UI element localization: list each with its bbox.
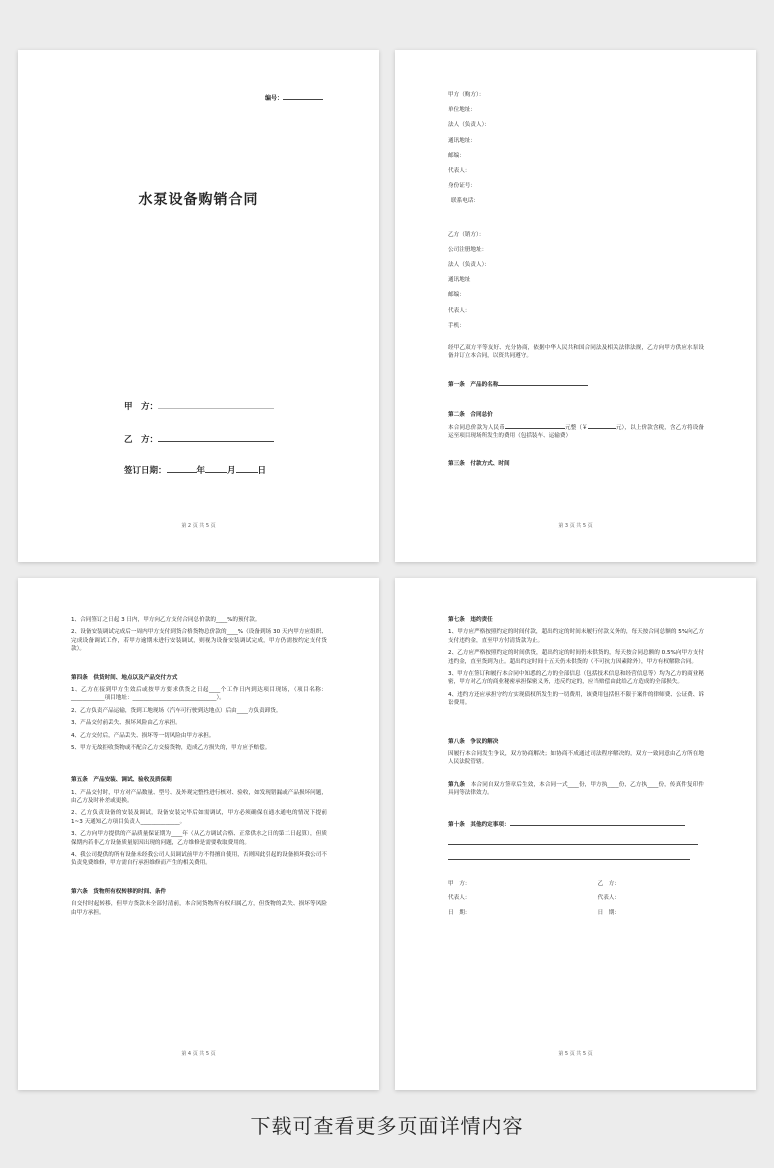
page-body [448,616,704,917]
page-body [448,88,704,473]
year-label: 年 [196,466,206,476]
party-a-fields [448,88,704,210]
article-2-title: 第二条 合同总价 [448,412,493,419]
day-blank [236,464,258,473]
payment-clause-2: 2、设备安装调试完成后一周内甲方支付到货合格货物总价款的____%（设备到场 30 天内甲方应组织、完成设备调试工作，若甲方逾期未进行安装调试，则视为设备安装调试完成，甲方仍需按约定支付货款）。 [71,629,327,653]
article-6-clause: 自交付时起转移，但甲方货款未全部付清前，本合同货物所有权归属乙方，但货物的丢失、损坏等风险由甲方承担。 [71,901,327,916]
party-a-blank [158,400,274,409]
article-8-clause: 因履行本合同发生争议，双方协商解决；如协商不成通过司法程序解决的，双方一致同意由乙方所在地人民法院管辖。 [448,750,704,766]
party-a-field: 身份证号： [448,183,476,190]
sign-party-b-label: 乙 方： [597,880,620,887]
party-b-field: 通讯地址 [448,277,471,284]
sign-date-a-label: 日 期： [448,909,471,916]
article-4-title: 第四条 供货时间、地点以及产品交付方式 [71,674,178,681]
terms-page-2 [395,578,756,1090]
article-2-text: 本合同总价款为人民币 元整（￥ 元），以上价款含税，含乙方将设备运至项目现场所发生的费用（包括装车、运输费） [448,424,704,439]
article-3-title: 第三条 付款方式、时间 [448,461,510,468]
sign-party-a-label: 甲 方： [448,880,471,887]
article-7-clause: 1、甲方应严格按照约定的时间付款，超出约定的时间未履行付款义务的，每天按合同总额的 5%向乙方支付违约金，直至甲方付清货款为止。 [448,629,704,644]
party-b-blank [158,433,274,442]
article-5-clause: 4、我公司提供的所有设备未经我公司人员调试前甲方不得擅自使用，否则因此引起的设备损坏我公司不负责免费维修，甲方需自行承担维修而产生的相关费用。 [71,852,327,867]
party-b-field: 邮编： [448,292,465,299]
document-number-blank [283,99,323,100]
page-body [71,616,327,921]
party-b-label: 乙 方： [124,435,159,445]
document-number [265,94,323,103]
day-label: 日 [257,466,267,476]
article-5-clause: 1、产品交付时，甲方对产品数量、型号、及外观完整性进行核对、验收，如发现错漏或产品损坏问题，由乙方及时补差或更换。 [71,789,327,805]
party-a-field: 单位地址： [448,107,476,114]
signature-block [448,880,704,917]
party-b-field: 公司注册地址： [448,246,488,253]
article-4-clause: 1、乙方在接到甲方生效后或按甲方要求供货之日起____个工作日内到达项目现场，（项目名称：____________项目地址：______________________________）。 [71,686,327,702]
party-a-field: 联系电话： [451,198,479,205]
party-b-line [124,433,274,447]
article-4-clause: 4、乙方交付后，产品丢失、损坏等一切风险由甲方承担。 [71,732,215,739]
article-7-clause: 3、甲方在签订和履行本合同中知悉的乙方的全部信息（包括技术信息和经营信息等）均为乙方的商业秘密，甲方对乙方的商业秘密承担保密义务，违反约定的，应当赔偿由此给乙方造成的全部损失。 [448,670,704,686]
party-a-field: 法人（负责人）： [448,122,490,129]
article-4-clause: 5、甲方无故拒收货物或不配合乙方交接货物，造成乙方损失的，甲方应予赔偿。 [71,744,271,751]
sign-date-label: 签订日期： [124,466,167,476]
article-6-title: 第六条 货物所有权转移的时间、条件 [71,888,167,895]
page-footer: 第 4 页 共 5 页 [181,1050,216,1057]
party-a-field: 甲方（购方）： [448,92,485,98]
article-7-clause: 4、违约方还应承担守约方实现债权所发生的一切费用，该费用包括但不限于案件的律师费、公证费、诉讼费用。 [448,691,704,707]
page-footer: 第 3 页 共 5 页 [558,522,593,529]
party-b-field: 代表人： [448,307,471,314]
article-5-clause: 3、乙方向甲方提供的产品质量保证期为____年（从乙方调试合格、正常供水之日的第二日起算），但质保期内若非乙方设备质量原因出现的问题，乙方维修是需要收取费用的。 [71,831,327,846]
payment-clause-1: 1、合同签订之日起 3 日内，甲方向乙方支付合同总价款的____%的预付款。 [71,617,261,623]
party-b-field: 法人（负责人）： [448,262,490,269]
party-b-fields [448,228,704,334]
party-a-field: 代表人： [448,168,471,175]
cover-page [18,50,379,562]
download-caption: 下载可查看更多页面详情内容 [250,1114,524,1138]
document-number-label: 编号： [264,95,283,102]
article-7-clause: 2、乙方应严格按照约定的时间供货，超出约定的时间仍未供货的，每天按合同总额的 0.5%向甲方支付违约金，直至货到为止。超出约定时间十五天仍未供货的（不可抗力因素除外），甲方有权解除合同。 [448,650,704,665]
page-footer: 第 2 页 共 5 页 [181,522,216,529]
article-10-title: 第十条 其他约定事项： [448,821,704,829]
terms-page-1 [18,578,379,1090]
sign-date-b-label: 日 期： [597,909,620,916]
sign-rep-b-label: 代表人： [597,895,620,902]
party-b-field: 乙方（销方）： [448,231,485,238]
sign-date-line [124,464,266,478]
party-a-field: 邮编： [448,152,465,159]
month-label: 月 [227,466,236,476]
article-1-title: 第一条 产品的名称 [448,381,704,389]
article-9-clause: 第九条 本合同自双方签章后生效，本合同一式____份，甲方执____份，乙方执____份，传真件复印件具同等法律效力。 [448,781,704,797]
article-9-title: 第九条 [448,781,466,788]
article-8-title: 第八条 争议的解决 [448,738,499,745]
party-a-line [124,400,274,414]
article-4-clause: 2、乙方负责产品运输，货到工地现场（汽车可行驶到达地点）后由____方负责卸货。 [71,707,282,714]
page-footer: 第 5 页 共 5 页 [558,1050,593,1057]
sign-rep-a-label: 代表人： [448,895,471,902]
contract-intro: 经甲乙双方平等友好、充分协商，依据中华人民共和国合同法及相关法律法规，乙方向甲方供应水泵设备并订立本合同，以资共同遵守。 [448,345,704,360]
article-4-clause: 3、产品交付前丢失、损坏风险由乙方承担。 [71,720,181,727]
month-blank [205,464,227,473]
year-blank [167,464,197,473]
blank-line [448,851,690,860]
article-5-clause: 2、乙方负责设备的安装及调试，设备安装完毕后如需调试，甲方必须确保在通水通电的情况下提前 1~3 天通知乙方项目负责人______________。 [71,810,327,825]
contract-title: 水泵设备购销合同 [138,192,259,208]
article-7-title: 第七条 违约责任 [448,617,493,623]
party-a-field: 通讯地址： [448,137,476,144]
party-b-field: 手机： [448,322,465,329]
blank-line [448,836,698,845]
party-a-label: 甲 方： [124,402,159,412]
party-info-page [395,50,756,562]
article-5-title: 第五条 产品安装、调试、验收及质保期 [71,777,172,784]
